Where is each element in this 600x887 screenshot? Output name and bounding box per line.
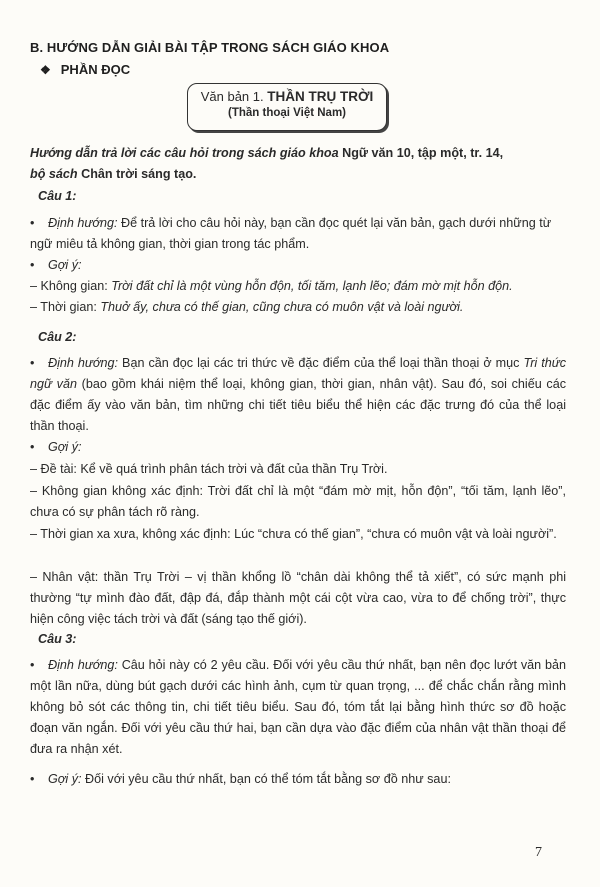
q2-item: – Đề tài: Kể về quá trình phân tách trời và đất của thần Trụ Trời. bbox=[30, 462, 388, 476]
page-number: 7 bbox=[535, 845, 542, 860]
q1-direction bbox=[30, 213, 566, 255]
intro-paragraph bbox=[30, 143, 566, 185]
q2-hint-heading bbox=[30, 437, 566, 458]
q1-hint-heading bbox=[30, 255, 566, 276]
q2-direction-text1: Bạn cần đọc lại các tri thức về đặc điểm của thể loại thần thoại ở mục bbox=[118, 356, 524, 370]
diamond-bullet-icon: ❖ bbox=[40, 62, 51, 77]
q2-hint-label: Gợi ý: bbox=[48, 440, 82, 454]
q1-direction-text: Để trả lời cho câu hỏi này, bạn cần đọc quét lại văn bản, gạch dưới những từ ngữ miêu tả không gian, thời gian trong tác phẩm. bbox=[30, 216, 552, 251]
q1-direction-label: Định hướng: bbox=[48, 216, 118, 230]
q1-space-line bbox=[30, 276, 566, 297]
q3-direction bbox=[30, 655, 566, 760]
subsection-title: PHẦN ĐỌC bbox=[60, 62, 131, 77]
q2-item: – Thời gian xa xưa, không xác định: Lúc “chưa có thế gian”, “chưa có muôn vật và loài người”. bbox=[30, 527, 557, 541]
bullet-icon: • bbox=[30, 440, 35, 454]
bullet-icon: • bbox=[30, 258, 35, 272]
q2-item: – Nhân vật: thần Trụ Trời – vị thần khổng lồ “chân dài không thể tả xiết”, có sức mạnh phi thường “tự mình đào đất, đập đá, đắp thành một cái cột vừa cao, vừa to để chống trời”, thực hiện công việc tách trời và đất (sáng tạo thế giới). bbox=[30, 570, 566, 626]
q1-time-label: – Thời gian: bbox=[30, 300, 101, 314]
text-title-line bbox=[188, 89, 386, 104]
q1-space-text: Trời đất chỉ là một vùng hỗn độn, tối tăm, lạnh lẽo; đám mờ mịt hỗn độn. bbox=[111, 279, 513, 293]
q3-hint bbox=[30, 769, 566, 790]
q1-time-line bbox=[30, 297, 566, 318]
intro-part1: Hướng dẫn trả lời các câu hỏi trong sách giáo khoa bbox=[30, 146, 343, 160]
text-title-prefix: Văn bản 1. bbox=[200, 89, 268, 104]
q1-hint-label: Gợi ý: bbox=[48, 258, 82, 272]
q1-space-label: – Không gian: bbox=[30, 279, 112, 293]
q2-direction-italic: Tri thức ngữ văn bbox=[30, 356, 567, 391]
question-1-label: Câu 1: bbox=[38, 189, 77, 203]
bullet-icon: • bbox=[30, 658, 35, 672]
question-2-label: Câu 2: bbox=[38, 330, 77, 344]
intro-part3: bộ sách bbox=[30, 167, 82, 181]
q1-time-text: Thuở ấy, chưa có thế gian, cũng chưa có muôn vật và loài người. bbox=[100, 300, 464, 314]
intro-series: Chân trời sáng tạo. bbox=[81, 167, 197, 181]
q2-direction-text2: (bao gồm khái niệm thể loại, không gian, thời gian, nhân vật). Sau đó, soi chiếu các đặc điểm ấy vào văn bản, tìm những chi tiết tiêu biểu thể hiện các đặc trưng đó của thể loại thần thoại. bbox=[30, 377, 566, 433]
q3-direction-text: Câu hỏi này có 2 yêu cầu. Đối với yêu cầu thứ nhất, bạn nên đọc lướt văn bản một lần nữa, dùng bút gạch dưới các hình ảnh, cụm từ quan trọng, ... để chắc chắn rằng mình không bỏ sót các thông tin, chi tiết tiêu biểu. Sau đó, tóm tắt lại bằng hình thức sơ đồ hoặc đoạn văn ngắn. Đối với yêu cầu thứ hai, bạn cần dựa vào đặc điểm của nhân vật thần thoại để đưa ra nhận xét. bbox=[30, 658, 566, 756]
text-title-box bbox=[187, 83, 387, 131]
bullet-icon: • bbox=[30, 356, 35, 370]
intro-book: Ngữ văn 10, tập một, tr. 14, bbox=[342, 146, 504, 160]
q3-direction-label: Định hướng: bbox=[48, 658, 118, 672]
q3-hint-text: Đối với yêu cầu thứ nhất, bạn có thể tóm tắt bằng sơ đồ như sau: bbox=[81, 772, 451, 786]
bullet-icon: • bbox=[30, 216, 35, 230]
q3-hint-label: Gợi ý: bbox=[48, 772, 82, 786]
text-title: THẦN TRỤ TRỜI bbox=[267, 89, 374, 104]
text-subtitle: (Thần thoại Việt Nam) bbox=[228, 107, 346, 119]
q2-item: – Không gian không xác định: Trời đất chỉ là một “đám mờ mịt, hỗn độn”, “tối tăm, lạnh lẽo”, chưa có sự phân tách rõ ràng. bbox=[30, 484, 566, 519]
q2-direction-label: Định hướng: bbox=[48, 356, 119, 370]
q2-direction bbox=[30, 353, 566, 437]
section-title: B. HƯỚNG DẪN GIẢI BÀI TẬP TRONG SÁCH GIÁO KHOA bbox=[30, 40, 390, 55]
bullet-icon: • bbox=[30, 772, 35, 786]
subsection-title-row bbox=[40, 62, 130, 77]
question-3-label: Câu 3: bbox=[38, 632, 77, 646]
